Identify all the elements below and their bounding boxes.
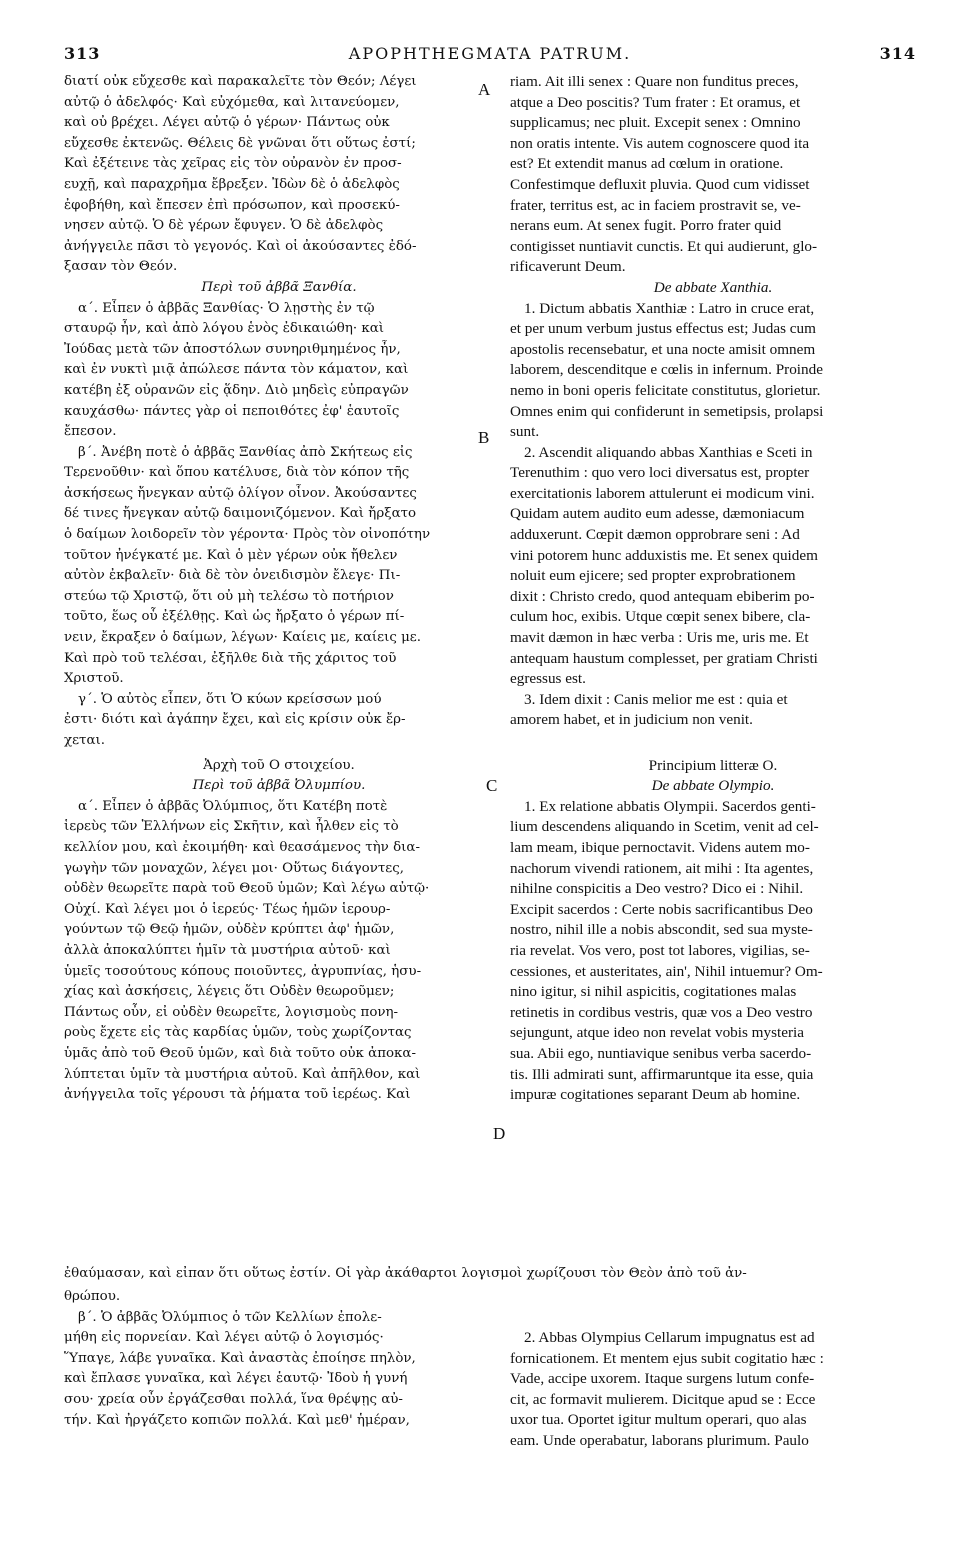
text-line: Excipit sacerdos : Certe nobis sacrificantibus Deo bbox=[510, 900, 813, 918]
text-line: χίας καὶ ἀσκήσεις, λέγεις ὅτι Οὐδὲν θεωροῦμεν; bbox=[64, 984, 395, 1000]
text-line: lium descendens aliquando in Scetim, venit ad cel- bbox=[510, 818, 819, 836]
text-line: 2. Abbas Olympius Cellarum impugnatus est ad bbox=[524, 1329, 815, 1346]
spanning-line bbox=[64, 1266, 916, 1287]
text-line: apostolis recensebatur, et una nocte amisit omnem bbox=[510, 340, 816, 358]
text-line: κελλίον μου, καὶ ἐκοιμήθη· καὶ θεασάμενος τὴν δια- bbox=[64, 839, 420, 855]
text-line: τοῦτο, ἕως οὗ ἐξέλθῃς. Καὶ ὡς ἤρξατο ὁ γέρων πί- bbox=[64, 609, 405, 625]
text-line: σου· χρεία οὖν ἐργάζεσθαι πολλά, ἵνα θρέψῃς αὐ- bbox=[64, 1391, 403, 1407]
text-line: γούντων τῷ Θεῷ ἡμῶν, οὐδὲν κρύπτει ἀφ' ἡμῶν, bbox=[64, 922, 395, 938]
text-line: egressus est. bbox=[510, 670, 586, 688]
latin-block-3 bbox=[510, 797, 916, 1106]
text-line: ὑμᾶς ἀπὸ τοῦ Θεοῦ ὑμῶν, καὶ διὰ τοῦτο οὐκ ἀποκα- bbox=[64, 1045, 416, 1061]
text-line: β΄. Ὁ ἀββᾶς Ὀλύμπιος ὁ τῶν Κελλίων ἐπολε- bbox=[78, 1309, 382, 1325]
text-line: ξασαν τὸν Θεόν. bbox=[64, 259, 178, 275]
text-line: Confestimque defluxit pluvia. Quod cum vidisset bbox=[510, 175, 810, 193]
text-line: ἔπεσον. bbox=[64, 424, 117, 440]
latin-block-2 bbox=[510, 299, 916, 731]
text-line: Quidam autem audito eum adesse, dæmoniacum bbox=[510, 505, 805, 523]
text-line: adduxerunt. Cœpit dæmon opprobrare seni : Ad bbox=[510, 526, 800, 544]
text-line: νειν, ἔκραξεν ὁ δαίμων, λέγων· Καίεις με, καίεις με. bbox=[64, 630, 422, 646]
text-line: culum hoc, exibis. Utque cœpit senex bibere, cla- bbox=[510, 608, 811, 626]
text-line: λύπτεται ὑμῖν τὰ μυστήρια αὐτοῦ. Καὶ ἀπῆλθον, καὶ bbox=[64, 1066, 421, 1082]
margin-letter-a: A bbox=[478, 80, 491, 99]
greek-column bbox=[64, 72, 494, 1106]
margin-letter-c: C bbox=[486, 776, 498, 795]
text-line: uxor tua. Oportet igitur multum operari, quo alas bbox=[510, 1411, 807, 1429]
text-line: fornicationem. Et mentem ejus subit cogitatio hæc : bbox=[510, 1349, 824, 1367]
text-line: ἀνήγγειλε πᾶσι τὸ γεγονός. Καὶ οἱ ἀκούσαντες ἐδό- bbox=[64, 238, 417, 254]
text-line: γ΄. Ὁ αὐτὸς εἶπεν, ὅτι Ὁ κύων κρείσσων μού bbox=[78, 691, 382, 707]
text-line: Omnes enim qui confiderunt in semetipsis, prolapsi bbox=[510, 402, 824, 420]
text-line: καὶ ἐν νυκτὶ μιᾷ ἀπώλεσε πάντα τὸν κάματον, καὶ bbox=[64, 362, 409, 378]
text-line: αὐτῷ ὁ ἀδελφός· Καὶ εὐχόμεθα, καὶ λιτανεύομεν, bbox=[64, 94, 400, 110]
text-line: Vade, accipe uxorem. Itaque surgens lutum confe- bbox=[510, 1370, 815, 1388]
text-line: sejungunt, atque ideo non revelat vobis mysteria bbox=[510, 1024, 804, 1042]
text-line: νησεν αὐτῷ. Ὁ δὲ γέρων ἔφυγεν. Ὁ δὲ ἀδελφὸς bbox=[64, 218, 384, 234]
text-line: cit, ac formavit mulierem. Dicitque apud se : Ecce bbox=[510, 1390, 816, 1408]
text-line: α΄. Εἶπεν ὁ ἀββᾶς Ὀλύμπιος, ὅτι Κατέβη ποτὲ bbox=[78, 798, 388, 814]
latin-column bbox=[510, 72, 916, 1106]
text-line: retinetis in cordibus vestris, quæ vos a Deo vestro bbox=[510, 1003, 813, 1021]
text-line: τήν. Καὶ ἠργάζετο κοπιῶν πολλά. Καὶ μεθ' ἡμέραν, bbox=[64, 1412, 410, 1428]
text-line: ἱερεὺς τῶν Ἑλλήνων εἰς Σκῆτιν, καὶ ἦλθεν εἰς τὸ bbox=[64, 819, 399, 835]
text-line: ὁ δαίμων λοιδορεῖν τὸν γέροντα· Πρὸς τὸν οἰνοπότην bbox=[64, 527, 431, 543]
text-line: ἐφοβήθη, καὶ ἔπεσεν ἐπὶ πρόσωπον, καὶ προσεκύ- bbox=[64, 197, 400, 213]
section-heading: De abbate Olympio. bbox=[651, 777, 775, 795]
greek-block-4 bbox=[64, 1287, 494, 1431]
section-heading: De abbate Xanthia. bbox=[653, 278, 773, 296]
section-heading: Περὶ τοῦ ἀββᾶ Ὀλυμπίου. bbox=[192, 778, 366, 794]
text-line: dixit : Christo credo, quod antequam ebiberim po- bbox=[510, 587, 815, 605]
text-line: frater, territus est, ac in faciem prostravit se, ve- bbox=[510, 196, 801, 214]
text-line: supplicamus; nec pluit. Excepit senex : Omnino bbox=[510, 114, 801, 132]
text-line: contigisset nuntiavit cunctis. Et qui audierunt, glo- bbox=[510, 237, 818, 255]
text-line: ἐστι· διότι καὶ ἀγάπην ἔχει, καὶ εἰς κρίσιν οὐκ ἔρ- bbox=[64, 712, 406, 728]
text-line: Πάντως οὖν, εἰ οὐδὲν θεωρεῖτε, λογισμοὺς πονη- bbox=[64, 1004, 399, 1020]
section-heading: Περὶ τοῦ ἀββᾶ Ξανθία. bbox=[201, 279, 357, 295]
spanning-line-start: ἐθαύμασαν, καὶ εἶπαν ὅτι οὕτως ἐστίν. Οἱ γὰρ bbox=[64, 1266, 381, 1281]
text-line: χεται. bbox=[64, 733, 106, 748]
text-line: Καὶ ἐξέτεινε τὰς χεῖρας εἰς τὸν οὐρανὸν ἐν προσ- bbox=[64, 156, 402, 172]
greek-block-2 bbox=[64, 299, 494, 752]
text-line: α΄. Εἶπεν ὁ ἀββᾶς Ξανθίας· Ὁ λῃστὴς ἐν τῷ bbox=[78, 300, 375, 316]
text-line: sua. Abii ego, nuntiavique senibus verba sacerdo- bbox=[510, 1044, 812, 1062]
text-line: nihilne conspicitis a Deo vestro? Dico ei : Nihil. bbox=[510, 880, 804, 898]
text-line: καὶ ἔπλασε γυναῖκα, καὶ λέγει ἑαυτῷ· Ἰδοὺ ἡ γυνή bbox=[64, 1371, 408, 1387]
text-line: ἀλλὰ ἀποκαλύπτει ἡμῖν τὰ μυστήρια αὐτοῦ· καὶ bbox=[64, 942, 391, 958]
text-line: impuræ cogitationes separant Deum ab homine. bbox=[510, 1086, 801, 1104]
text-line: Terenuthim : quo vero loci diversatus est, propter bbox=[510, 464, 810, 482]
text-line: antequam haustum complesset, per gratiam Christi bbox=[510, 649, 818, 667]
section-heading: Ἀρχὴ τοῦ Ο στοιχείου. bbox=[203, 757, 355, 773]
text-line: καὶ οὐ βρέχει. Λέγει αὐτῷ ὁ γέρων· Πάντως οὐκ bbox=[64, 115, 390, 131]
text-line: rificaverunt Deum. bbox=[510, 258, 626, 276]
text-line: nemo in boni operis felicitate constitutus, glorietur. bbox=[510, 381, 821, 399]
latin-block-1 bbox=[510, 72, 916, 278]
text-line: μήθη εἰς πορνείαν. Καὶ λέγει αὐτῷ ὁ λογισμός· bbox=[64, 1330, 384, 1346]
margin-letter-d: D bbox=[493, 1124, 506, 1143]
greek-block-1 bbox=[64, 72, 494, 278]
text-line: cessiones, et austeritates, ain', Nihil intuemur? Om- bbox=[510, 962, 823, 980]
text-line: εὔχεσθε ἐκτενῶς. Θέλεις δὲ γνῶναι ὅτι οὕτως ἐστί; bbox=[64, 135, 416, 151]
text-line: θρώπου. bbox=[64, 1289, 121, 1304]
text-line: Ὕπαγε, λάβε γυναῖκα. Καὶ ἀναστὰς ἐποίησε πηλὸν, bbox=[64, 1350, 416, 1366]
text-line: laborem, descenditque e cœlis in infernum. Proinde bbox=[510, 361, 823, 379]
margin-letter-b: B bbox=[478, 428, 490, 447]
page-number-right: 314 bbox=[879, 44, 916, 63]
text-line: sunt. bbox=[510, 423, 540, 441]
text-line: nerans eum. At senex fugit. Porro frater quid bbox=[510, 217, 782, 235]
text-line: τοῦτον ἠνέγκατέ με. Καὶ ὁ μὲν γέρων οὐκ ἤθελεν bbox=[64, 547, 398, 563]
text-line: nostro, nihil ille a nobis abscondit, sed sua myste- bbox=[510, 921, 813, 939]
text-line: tis. Illi admirati sunt, affirmaruntque ita esse, quia bbox=[510, 1065, 814, 1083]
text-line: mavit dæmon in hæc verba : Uris me, uris me. Et bbox=[510, 629, 809, 647]
text-line: vini potorem hunc adduxistis me. Et senex quidem bbox=[510, 546, 818, 564]
text-line: Οὐχί. Καὶ λέγει μοι ὁ ἱερεύς· Τέως ἡμῶν ἱερουρ- bbox=[64, 901, 391, 917]
text-line: et per unum verbum justus effectus est; Judas cum bbox=[510, 320, 816, 338]
text-line: οὐδὲν θεωρεῖτε παρὰ τοῦ Θεοῦ ὑμῶν; Καὶ λέγω αὐτῷ· bbox=[64, 881, 430, 897]
text-line: σταυρῷ ἦν, καὶ ἀπὸ λόγου ἑνὸς ἐδικαιώθη· καὶ bbox=[64, 321, 385, 337]
text-line: Χριστοῦ. bbox=[64, 671, 124, 687]
text-line: Καὶ πρὸ τοῦ τελέσαι, ἐξῆλθε διὰ τῆς χάριτος τοῦ bbox=[64, 650, 397, 666]
greek-block-3 bbox=[64, 797, 494, 1106]
text-line: γωγὴν τῶν μοναχῶν, λέγει μοι· Οὕτως διάγοντες, bbox=[64, 860, 404, 876]
text-line: non oratis intente. Vis autem cognoscere quod ita bbox=[510, 134, 810, 152]
text-line: nachorum vivendi rationem, ait mihi : Ita agentes, bbox=[510, 859, 814, 877]
text-line: exercitationis laborem attulerunt ei modicum vini. bbox=[510, 484, 815, 502]
text-line: 1. Ex relatione abbatis Olympii. Sacerdos genti- bbox=[524, 797, 816, 815]
text-line: Τερενοῦθιν· καὶ ὅπου κατέλυσε, διὰ τὸν κόπον τῆς bbox=[64, 465, 410, 481]
text-line: Ἰούδας μετὰ τῶν ἀποστόλων συνηριθμημένος ἦν, bbox=[64, 341, 401, 357]
running-title: APOPHTHEGMATA PATRUM. bbox=[348, 44, 632, 63]
page-number-left: 313 bbox=[64, 44, 101, 63]
text-line: atque a Deo poscitis? Tum frater : Et oramus, et bbox=[510, 93, 801, 111]
text-line: eam. Unde operabatur, laborans plurimum. Paulo bbox=[510, 1431, 809, 1449]
text-line: διατί οὐκ εὔχεσθε καὶ παρακαλεῖτε τὸν Θεόν; Λέγει bbox=[64, 74, 417, 89]
text-line: ευχῇ, καὶ παραχρῆμα ἔβρεξεν. Ἰδὼν δὲ ὁ ἀδελφὸς bbox=[64, 176, 400, 192]
text-line: στεύω τῷ Χριστῷ, ὅτι οὐ μὴ τελέσω τὸ ποτήριον bbox=[64, 588, 394, 604]
spacer bbox=[510, 731, 916, 752]
text-line: 3. Idem dixit : Canis melior me est : quia et bbox=[524, 690, 788, 708]
text-line: lam meam, ibique pernoctavit. Videns autem mo- bbox=[510, 838, 810, 856]
latin-block-4 bbox=[510, 1328, 916, 1452]
text-line: ἀνήγγειλα τοῖς γέρουσι τὰ ῥήματα τοῦ ἱερέως. Καὶ bbox=[64, 1087, 411, 1103]
text-line: δέ τινες ἤνεγκαν αὐτῷ δαιμονιζόμενον. Καὶ ἤρξατο bbox=[64, 506, 417, 522]
text-line: κατέβη ἐξ οὐρανῶν εἰς ᾅδην. Διὸ μηδεὶς εὐπραγῶν bbox=[64, 382, 409, 398]
text-line: est? Et extendit manus ad cœlum in oratione. bbox=[510, 155, 784, 173]
text-line: nino igitur, si nihil aspicitis, cogitationes malas bbox=[510, 983, 797, 1001]
section-heading: Principium litteræ O. bbox=[648, 756, 778, 774]
text-line: ria revelat. Vos vero, post tot labores, vigilias, se- bbox=[510, 941, 810, 959]
text-line: ἀσκήσεως ἤνεγκαν αὐτῷ ὀλίγον οἶνον. Ἀκούσαντες bbox=[64, 485, 417, 501]
spanning-line-end: ἀκάθαρτοι λογισμοὶ χωρίζουσι τὸν Θεὸν ἀπὸ τοῦ ἀν- bbox=[384, 1266, 747, 1281]
text-line: 2. Ascendit aliquando abbas Xanthias e Sceti in bbox=[524, 443, 813, 461]
running-header bbox=[64, 44, 916, 70]
text-line: ροὺς ἔχετε εἰς τὰς καρδίας ὑμῶν, τοὺς χωρίζοντας bbox=[64, 1025, 412, 1041]
text-line: amorem habet, et in judicium non venit. bbox=[510, 711, 753, 729]
text-line: noluit eum ejicere; sed propter exprobrationem bbox=[510, 567, 796, 585]
text-line: αὐτὸν ἐκβαλεῖν· διὰ δὲ τὸν ὀνειδισμὸν ἔλεγε· Πι- bbox=[64, 568, 401, 584]
text-line: καυχάσθω· πάντες γὰρ οἱ πεποιθότες ἐφ' ἑαυτοῖς bbox=[64, 403, 400, 419]
text-line: 1. Dictum abbatis Xanthiæ : Latro in cruce erat, bbox=[524, 299, 815, 317]
text-line: ὑμεῖς τοσούτους κόπους ποιοῦντες, ἀγρυπνίας, ἡσυ- bbox=[64, 963, 422, 979]
text-line: β΄. Ἀνέβη ποτὲ ὁ ἀββᾶς Ξανθίας ἀπὸ Σκήτεως εἰς bbox=[78, 444, 413, 460]
text-line: riam. Ait illi senex : Quare non funditus preces, bbox=[510, 73, 799, 90]
